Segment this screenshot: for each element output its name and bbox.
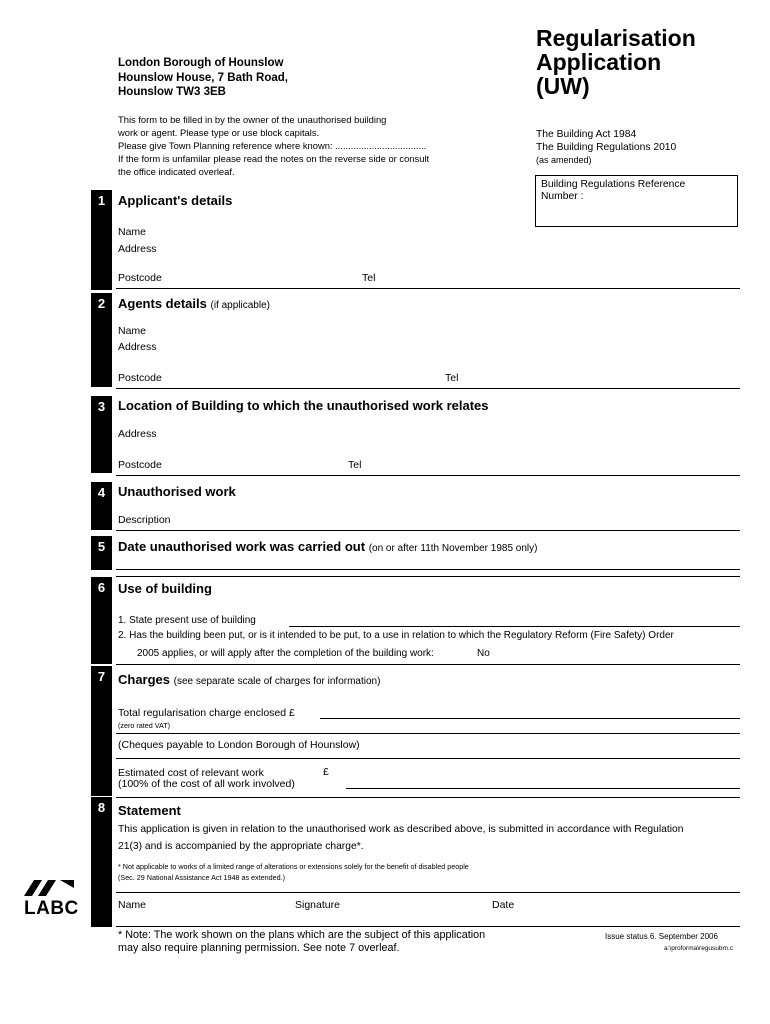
title-line-1: Regularisation	[536, 25, 696, 51]
section-5-title-text: Date unauthorised work was carried out	[118, 539, 366, 554]
authority-line-3: Hounslow TW3 3EB	[118, 86, 226, 98]
issue-status: Issue status 6. September 2006	[605, 932, 718, 941]
footer-note-line-1: * Note: The work shown on the plans which are the subject of this application	[118, 929, 486, 941]
section-7-divider-a	[116, 733, 740, 734]
section-1-number: 1	[91, 190, 112, 290]
section-1-divider	[116, 288, 740, 289]
section-8-divider	[116, 892, 740, 893]
section-2-divider	[116, 388, 740, 389]
reference-number-box[interactable]	[535, 175, 738, 227]
labc-logo-icon	[24, 876, 76, 898]
location-address-label: Address	[118, 428, 157, 440]
authority-address	[118, 56, 288, 100]
file-path: a:\proforma\regusubm.c	[664, 945, 734, 952]
section-4-title: Unauthorised work	[118, 484, 236, 499]
act-line-3: (as amended)	[536, 155, 592, 165]
statement-footnote-2: (Sec. 29 National Assistance Act 1948 as extended.)	[118, 873, 286, 882]
work-description-label: Description	[118, 514, 171, 526]
intro-line-4: If the form is unfamilar please read the notes on the reverse side or consult	[118, 153, 430, 164]
section-7-number: 7	[91, 666, 112, 796]
section-3-title: Location of Building to which the unauthorised work relates	[118, 398, 489, 413]
section-3-number: 3	[91, 396, 112, 473]
estimated-cost-label: Estimated cost of relevant work	[118, 767, 264, 779]
section-2-subtitle: (if applicable)	[210, 300, 270, 311]
agent-tel-label: Tel	[445, 372, 459, 384]
applicant-postcode-label: Postcode	[118, 272, 162, 284]
vat-note: (zero rated VAT)	[118, 721, 171, 730]
section-7-subtitle: (see separate scale of charges for information)	[173, 676, 381, 687]
intro-line-1: This form to be filled in by the owner of the unauthorised building	[118, 114, 387, 125]
estimated-cost-line[interactable]	[346, 788, 740, 789]
fire-safety-question-cont: 2005 applies, or will apply after the completion of the building work:	[137, 648, 434, 659]
section-4-divider	[116, 530, 740, 531]
intro-line-5: the office indicated overleaf.	[118, 166, 235, 177]
section-2-number: 2	[91, 293, 112, 387]
fire-safety-answer[interactable]: No	[477, 648, 490, 659]
section-5-number: 5	[91, 536, 112, 570]
section-2-title	[118, 296, 270, 311]
section-6-number: 6	[91, 577, 112, 664]
intro-line-2: work or agent. Please type or use block capitals.	[118, 127, 320, 138]
fire-safety-question: 2. Has the building been put, or is it intended to be put, to a use in relation to which the Regulatory Reform (Fire Safety) Order	[118, 630, 674, 641]
section-8-title: Statement	[118, 803, 181, 818]
reference-label-1: Building Regulations Reference	[541, 179, 686, 190]
title-line-3: (UW)	[536, 73, 590, 99]
section-4-number: 4	[91, 482, 112, 530]
section-1-title: Applicant's details	[118, 193, 233, 208]
acts-list	[536, 129, 676, 167]
section-6-title: Use of building	[118, 581, 212, 596]
location-tel-label: Tel	[348, 459, 362, 471]
signatory-name-label: Name	[118, 899, 147, 911]
section-6-divider	[116, 664, 740, 665]
agent-postcode-label: Postcode	[118, 372, 162, 384]
labc-logo-text: LABC	[24, 898, 79, 919]
act-line-2: The Building Regulations 2010	[536, 141, 677, 153]
section-7-title-text: Charges	[118, 672, 171, 687]
authority-line-2: Hounslow House, 7 Bath Road,	[118, 71, 288, 84]
agent-address-label: Address	[118, 341, 157, 353]
section-5-subtitle: (on or after 11th November 1985 only)	[368, 543, 538, 554]
statement-footnote-1: * Not applicable to works of a limited range of alterations or extensions solely for the benefit of disabled people	[118, 862, 469, 871]
estimated-cost-sub: (100% of the cost of all work involved)	[118, 778, 295, 790]
cheques-payable-label: (Cheques payable to London Borough of Hounslow)	[118, 739, 360, 751]
form-title	[536, 26, 696, 98]
title-line-2: Application	[536, 49, 662, 75]
statement-line-2: 21(3) and is accompanied by the appropriate charge*.	[118, 841, 364, 852]
signature-label: Signature	[295, 899, 340, 911]
reference-label-2: Number :	[541, 191, 584, 202]
section-5-title	[118, 539, 537, 554]
section-7-title	[118, 672, 380, 687]
location-postcode-label: Postcode	[118, 459, 162, 471]
agent-name-label: Name	[118, 325, 147, 337]
estimated-cost-pound: £	[323, 766, 329, 778]
date-label: Date	[492, 899, 515, 911]
intro-text	[118, 113, 518, 178]
applicant-name-label: Name	[118, 226, 147, 238]
section-2-title-text: Agents details	[118, 296, 207, 311]
present-use-line[interactable]	[289, 626, 740, 627]
statement-line-1: This application is given in relation to the unauthorised work as described above, is submitted in accordance with Regulation	[118, 824, 684, 835]
act-line-1: The Building Act 1984	[536, 129, 637, 140]
section-8-number: 8	[91, 797, 112, 927]
section-3-divider	[116, 475, 740, 476]
signature-line[interactable]	[116, 926, 740, 927]
intro-line-3: Please give Town Planning reference where known: ...................................	[118, 140, 427, 151]
applicant-address-label: Address	[118, 243, 157, 255]
authority-line-1: London Borough of Hounslow	[118, 57, 284, 69]
present-use-label: 1. State present use of building	[118, 615, 256, 626]
footer-note-line-2: may also require planning permission. See note 7 overleaf.	[118, 942, 400, 954]
total-charge-line[interactable]	[320, 718, 740, 719]
section-5-divider	[116, 569, 740, 570]
applicant-tel-label: Tel	[362, 272, 376, 284]
total-charge-label: Total regularisation charge enclosed £	[118, 707, 295, 719]
section-6-top-divider	[116, 576, 740, 577]
footer-note	[118, 929, 485, 955]
section-7-divider-b	[116, 758, 740, 759]
section-7-divider-c	[116, 797, 740, 798]
